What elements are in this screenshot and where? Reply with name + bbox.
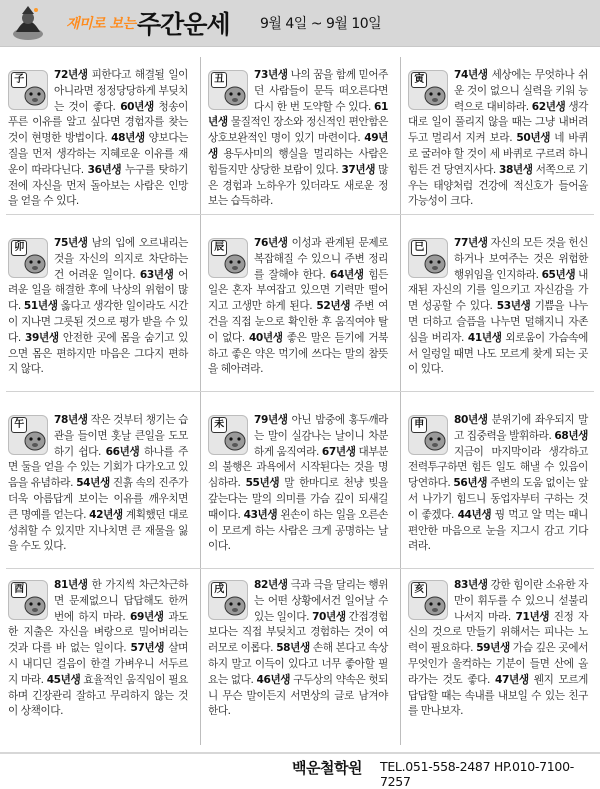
birth-year: 48년생 xyxy=(111,132,145,145)
zodiac-character: 亥 xyxy=(411,582,427,598)
birth-year: 41년생 xyxy=(467,331,502,344)
row-divider xyxy=(6,391,594,392)
birth-year: 79년생 xyxy=(254,414,288,426)
fortune-text: 진흙 속의 진주가 더욱 아름답게 보이는 이유를 깨우치면 큰 명예를 얻는다. xyxy=(8,477,188,521)
birth-year: 39년생 xyxy=(25,331,59,344)
birth-year: 56년생 xyxy=(453,477,488,490)
fortune-text: 힘든 일은 혼자 부여잡고 있으면 기력만 떨어지고 고생만 하게 된다. xyxy=(208,268,388,313)
birth-year: 55년생 xyxy=(245,477,280,490)
birth-year: 53년생 xyxy=(496,300,531,313)
birth-year: 47년생 xyxy=(495,673,529,686)
fortune-text: 분위기에 좌우되지 말고 집중력을 발휘하라. xyxy=(454,414,588,442)
fortune-text: 많은 경험과 노하우가 있더라도 새로운 정보는 습득하라. xyxy=(208,163,388,208)
fortune-cell xyxy=(408,236,588,378)
fortune-text: 피한다고 해결될 일이 아니라면 정정당당하게 부딪치는 것이 좋다. xyxy=(54,69,188,113)
header-subtitle: 재미로 보는 xyxy=(66,16,136,32)
birth-year: 57년생 xyxy=(130,642,165,655)
fortune-text: 간접경험보다는 직접 부딪치고 경험하는 것이 여러모로 이롭다. xyxy=(208,610,388,655)
birth-year: 52년생 xyxy=(316,300,351,313)
fortune-text: 웬지 모르게 답답할 때는 속내를 내보일 수 있는 친구를 만나보자. xyxy=(408,673,588,718)
zodiac-character: 巳 xyxy=(411,240,427,256)
fortune-text: 자신의 모든 것을 헌신하거나 보여주는 것은 위험한 행위임을 인지하라. xyxy=(454,237,588,281)
fortune-cell xyxy=(208,68,388,210)
fortune-text: 하나를 주면 둘을 얻을 수 있는 기회가 다가오고 있음을 유념하라. xyxy=(8,445,188,490)
birth-year: 43년생 xyxy=(243,508,278,521)
fortune-cell xyxy=(8,236,188,378)
page-title: 주간운세 xyxy=(137,10,230,39)
rooster-icon xyxy=(8,580,48,620)
fortune-text: 왼손이 하는 일을 오른손이 모르게 하는 사람은 크게 공명하는 날이다. xyxy=(208,508,388,553)
fortune-text: 가슴 깊은 곳에서 무엇인가 울컥하는 기분이 들면 산에 올라가는 것도 좋다. xyxy=(408,642,588,686)
fortune-text: 청송이 푸른 이유를 알고 싶다면 경험자를 찾는 것이 현명한 방법이다. xyxy=(8,100,188,145)
tiger-icon xyxy=(408,70,448,110)
birth-year: 58년생 xyxy=(276,642,310,655)
rat-icon xyxy=(8,70,48,110)
fortune-text: 구두상의 약속은 헛되니 무슨 말이든지 서면상의 글로 남겨야 한다. xyxy=(208,673,388,718)
rabbit-icon xyxy=(8,238,48,278)
fortune-text: 강한 힘이란 소유한 자만이 휘두를 수 있으니 섣불리 나서지 마라. xyxy=(454,579,588,623)
fortune-cell xyxy=(208,578,388,720)
fortune-text: 살며시 내디딘 걸음이 한결 가벼우니 서두르지 마라. xyxy=(8,642,188,686)
zodiac-character: 戌 xyxy=(211,582,227,598)
column-divider xyxy=(400,57,401,745)
row-divider xyxy=(6,568,594,569)
birth-year: 40년생 xyxy=(248,331,283,344)
birth-year: 76년생 xyxy=(254,237,288,249)
fortune-text: 물질적인 장소와 정신적인 편안함은 상호보완적인 명이 있기 마련이다. xyxy=(208,116,388,145)
zodiac-character: 酉 xyxy=(11,582,27,598)
fortune-cell xyxy=(208,236,388,378)
zodiac-character: 未 xyxy=(211,417,227,433)
row-divider xyxy=(6,214,594,215)
fortune-text: 누구를 탓하기 전에 자신을 먼저 돌아보는 사람은 인망을 얻을 수 있다. xyxy=(8,163,188,208)
birth-year: 68년생 xyxy=(554,429,588,442)
birth-year: 81년생 xyxy=(54,579,88,591)
zodiac-character: 寅 xyxy=(411,72,427,88)
birth-year: 59년생 xyxy=(476,642,510,655)
fortune-text: 좋은 말은 듣기에 거북하고 좋은 약은 먹기에 쓰다는 말의 참뜻을 헤아려라. xyxy=(208,331,389,376)
birth-year: 42년생 xyxy=(89,508,123,521)
fortune-text: 손해 본다고 속상하지 말고 이득이 있다고 너무 좋아할 필요는 없다. xyxy=(208,642,388,686)
fortune-text: 이성과 관계된 문제로 복잡해질 수 있으니 주변 정리를 잘해야 한다. xyxy=(254,237,388,281)
fortune-text: 기쁨을 나누면 더하고 슬픔을 나누면 덜해지니 자존심을 버리자. xyxy=(408,300,588,344)
zodiac-character: 辰 xyxy=(211,240,227,256)
birth-year: 44년생 xyxy=(457,508,492,521)
fortune-text: 아닌 밤중에 홍두깨라는 말이 실감나는 날이니 차분하게 움직여라. xyxy=(254,414,388,458)
fortune-text: 꿩 먹고 알 먹는 때니 편안한 마음으로 눈을 지그시 감고 기다려라. xyxy=(408,508,588,553)
fortune-text: 남의 입에 오르내리는 것을 자신의 의지로 차단하는 건 어려운 일이다. xyxy=(54,237,188,281)
fortune-text: 생각대로 일이 풀리지 않을 때는 그냥 내버려 두고 멀리서 지켜 보라. xyxy=(408,100,588,145)
contact-info: TEL.051-558-2487 HP.010-7100-7257 xyxy=(380,759,574,789)
fortune-text: 어려운 일을 해결한 후에 낙상의 위험이 많다. xyxy=(8,268,188,313)
dragon-icon xyxy=(208,238,248,278)
birth-year: 63년생 xyxy=(139,268,174,281)
birth-year: 60년생 xyxy=(120,100,154,113)
zodiac-character: 申 xyxy=(411,417,427,433)
birth-year: 78년생 xyxy=(54,414,88,426)
birth-year: 74년생 xyxy=(454,69,488,81)
birth-year: 70년생 xyxy=(312,610,346,623)
fortune-text: 서쪽으로 기우는 태양처럼 건강에 적신호가 들어올 가능성이 크다. xyxy=(408,163,588,208)
pig-icon xyxy=(408,580,448,620)
fortune-text: 세상에는 무엇하나 쉬운 것이 없으니 실력을 키워 능력으로 대비하라. xyxy=(454,69,588,113)
horse-icon xyxy=(8,415,48,455)
birth-year: 83년생 xyxy=(454,579,488,591)
birth-year: 45년생 xyxy=(46,673,81,686)
birth-year: 82년생 xyxy=(254,579,288,591)
fortune-text: 나의 꿈을 함께 믿어주던 사람들이 문득 떠오른다면 다시 한 번 도약할 수 있다. xyxy=(254,69,388,113)
snake-icon xyxy=(408,238,448,278)
zodiac-character: 丑 xyxy=(211,72,227,88)
birth-year: 38년생 xyxy=(498,163,533,176)
birth-year: 46년생 xyxy=(256,673,291,686)
birth-year: 49년생 xyxy=(208,132,388,160)
fortune-cell xyxy=(408,578,588,720)
ox-icon xyxy=(208,70,248,110)
fortune-cell xyxy=(408,68,588,210)
fortune-text: 네 바퀴로 굴러야 할 것이 세 바퀴로 구르려 하니 힘든 건 당연지사다. xyxy=(408,132,589,176)
fortune-text: 말 한마디로 천냥 빚을 갚는다는 말의 의미를 가슴 깊이 되새길 때이다. xyxy=(208,477,389,521)
birth-year: 51년생 xyxy=(23,300,58,313)
monkey-icon xyxy=(408,415,448,455)
fortune-text: 외로움이 가슴속에서 일렁일 때면 나도 모르게 찾게 되는 곳이 있다. xyxy=(408,331,588,376)
fortune-cell xyxy=(408,413,588,555)
fortune-text: 양보다는 질을 먼저 생각하는 지혜로운 이유를 재운이 따라다닌다. xyxy=(8,132,188,176)
birth-year: 67년생 xyxy=(321,445,356,458)
zodiac-character: 子 xyxy=(11,72,27,88)
birth-year: 37년생 xyxy=(341,163,376,176)
fortune-text: 효율적인 움직임이 필요하며 긴장관리 잘하고 무리하지 않는 것이 상책이다. xyxy=(8,673,188,718)
birth-year: 73년생 xyxy=(254,69,288,81)
fortune-text: 진정 자신의 것으로 만들기 위해서는 피나는 노력이 필요하다. xyxy=(408,610,588,655)
birth-year: 66년생 xyxy=(105,445,140,458)
academy-name: 백운철학원 xyxy=(292,759,362,777)
fortune-logo-icon xyxy=(8,4,48,42)
footer-bar xyxy=(0,752,600,789)
fortune-cell xyxy=(8,413,188,555)
birth-year: 54년생 xyxy=(76,477,110,490)
fortune-text: 과도한 지출은 자신을 벼랑으로 밀어버리는 것과 다를 바 없는 일이다. xyxy=(8,610,188,655)
fortune-text: 용두사미의 행실을 멀리하는 사람은 힘들지만 상당한 보람이 있다. xyxy=(208,147,388,176)
fortune-text: 지금이 마지막이라 생각하고 전력투구하면 힘든 일도 해낼 수 있음이 당연하다. xyxy=(408,445,588,490)
dog-icon xyxy=(208,580,248,620)
fortune-text: 주변 여건을 직접 눈으로 확인한 후 움직여야 탈이 없다. xyxy=(208,300,389,344)
birth-year: 80년생 xyxy=(454,414,488,426)
birth-year: 75년생 xyxy=(54,237,88,249)
fortune-text: 대부분의 불행은 과욕에서 시작된다는 것을 명심하라. xyxy=(208,445,389,490)
birth-year: 77년생 xyxy=(454,237,488,249)
birth-year: 64년생 xyxy=(330,268,364,281)
fortune-text: 옳다고 생각한 일이라도 시간이 지나면 그릇된 것으로 평가 받을 수 있다. xyxy=(8,300,188,344)
birth-year: 71년생 xyxy=(515,610,550,623)
header-bar xyxy=(0,0,600,47)
date-range: 9월 4일 ~ 9월 10일 xyxy=(260,16,382,32)
fortune-cell xyxy=(8,68,188,210)
birth-year: 72년생 xyxy=(54,69,88,81)
birth-year: 61년생 xyxy=(208,100,388,129)
zodiac-character: 午 xyxy=(11,417,27,433)
fortune-text: 주변의 도움 없이는 앞서 나가기 힘드니 동업자부터 구하는 것이 좋겠다. xyxy=(408,477,588,521)
birth-year: 62년생 xyxy=(531,100,566,113)
sheep-icon xyxy=(208,415,248,455)
birth-year: 36년생 xyxy=(87,163,122,176)
fortune-text: 계획했던 대로 성취할 수 있지만 지나치면 큰 재물을 잃을 수도 있다. xyxy=(8,508,188,553)
fortune-cell xyxy=(8,578,188,720)
birth-year: 50년생 xyxy=(516,132,551,145)
fortune-cell xyxy=(208,413,388,555)
fortune-text: 안전한 곳에 몸을 숨기고 있으면 몸은 편하지만 마음은 그다지 편하지 않다. xyxy=(8,331,188,376)
birth-year: 65년생 xyxy=(541,268,576,281)
birth-year: 69년생 xyxy=(130,610,164,623)
fortune-text: 작은 것부터 챙기는 습관을 들이면 홋날 큰일을 도모하기 쉽다. xyxy=(54,414,188,458)
fortune-text: 내재된 자신의 기를 일으키고 자신감을 가면 성공할 수 있다. xyxy=(408,268,588,313)
fortune-text: 극과 극을 달리는 행위는 어떤 상황에서건 일어날 수 있는 일이다. xyxy=(254,579,388,623)
fortune-text: 한 가지씩 차근차근하면 문제없으니 답답해도 한꺼번에 하지 마라. xyxy=(54,579,188,623)
column-divider xyxy=(200,57,201,745)
zodiac-character: 卯 xyxy=(11,240,27,256)
